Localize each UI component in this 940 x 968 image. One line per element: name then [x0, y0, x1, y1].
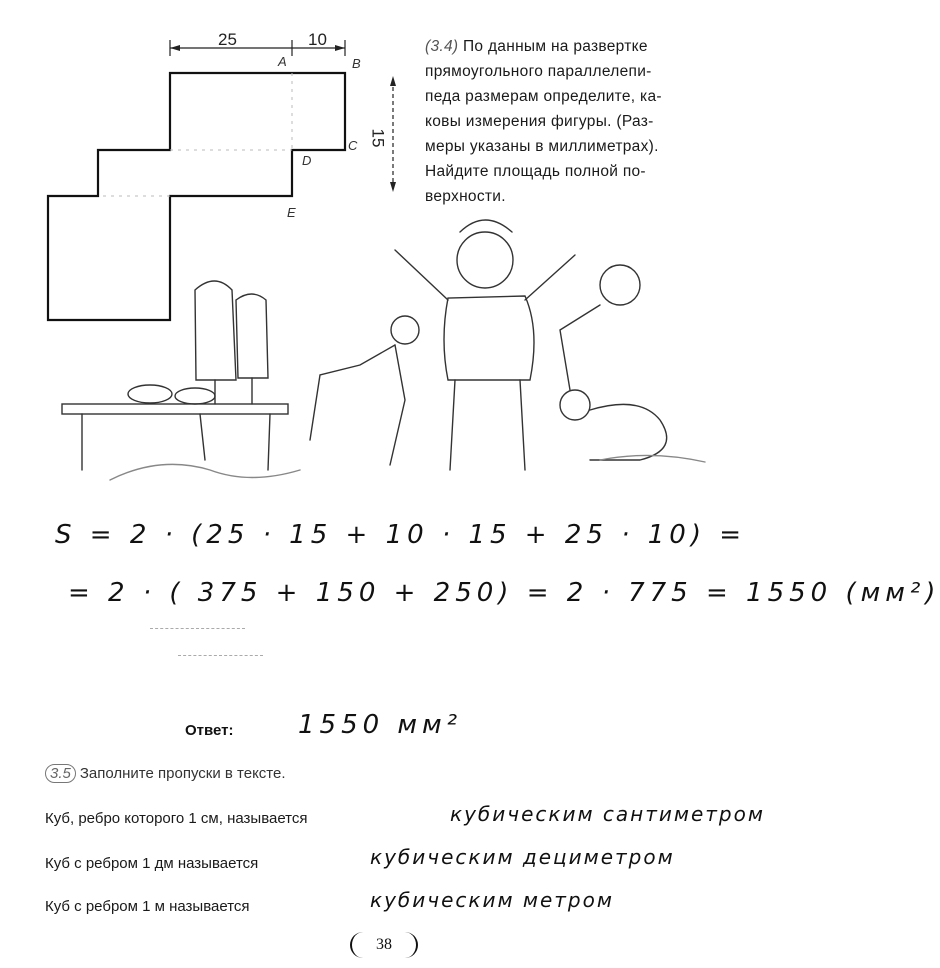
- net-outline: [48, 73, 345, 320]
- point-e-label: E: [287, 205, 296, 220]
- dimension-15: 15: [368, 128, 388, 148]
- solution-line-2: = 2 · ( 375 + 150 + 250) = 2 · 775 = 1550 (мм²): [68, 578, 940, 608]
- row-1-answer: кубическим сантиметром: [450, 802, 765, 826]
- point-a-label: A: [278, 54, 287, 69]
- row-3-label: Куб с ребром 1 м называется: [45, 898, 250, 915]
- point-d-label: D: [302, 153, 312, 168]
- answer-value: 1550 мм²: [298, 710, 463, 740]
- page-number: 38: [350, 932, 418, 958]
- task2-number: 3.5: [45, 764, 76, 783]
- blank-line: [178, 655, 263, 656]
- task2-heading: [45, 765, 286, 782]
- blank-line: [150, 628, 245, 629]
- dimension-10: 10: [308, 30, 327, 49]
- task-number: (3.4): [425, 38, 459, 55]
- task2-text: Заполните пропуски в тексте.: [79, 765, 286, 782]
- illustration: [62, 220, 705, 480]
- point-b-label: B: [352, 56, 361, 71]
- answer-label: Ответ:: [185, 722, 234, 739]
- solution-line-1: S = 2 · (25 · 15 + 10 · 15 + 25 · 10) =: [55, 520, 747, 550]
- dimension-25: 25: [218, 30, 237, 49]
- point-c-label: C: [348, 138, 358, 153]
- task-description: [425, 34, 735, 209]
- row-2-label: Куб с ребром 1 дм называется: [45, 855, 259, 872]
- row-2-answer: кубическим дециметром: [370, 845, 675, 869]
- task-text: По данным на развертке прямоугольного параллелепи- педа размерам определите, ка- ковы измерения фигуры. (Раз- меры указаны в миллиметрах). Найдите площадь полной по- верхности.: [425, 38, 662, 205]
- row-1-label: Куб, ребро которого 1 см, называется: [45, 810, 308, 827]
- row-3-answer: кубическим метром: [370, 888, 614, 912]
- fold-lines: [98, 73, 292, 196]
